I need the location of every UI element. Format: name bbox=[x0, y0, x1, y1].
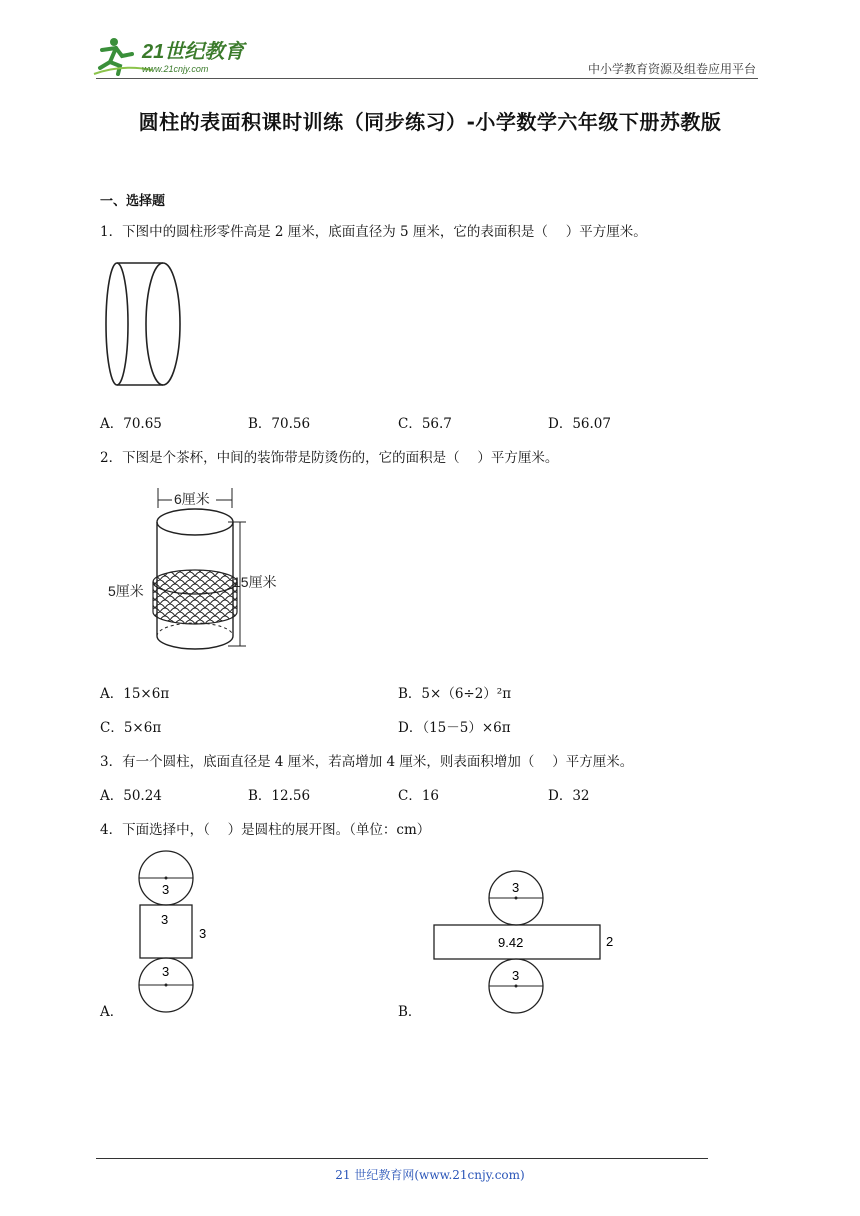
svg-text:3: 3 bbox=[161, 912, 169, 927]
svg-text:3: 3 bbox=[512, 968, 520, 983]
svg-text:3: 3 bbox=[512, 880, 520, 895]
q1-option-b[interactable]: B．70.56 bbox=[248, 416, 311, 432]
svg-text:9.42: 9.42 bbox=[498, 935, 524, 950]
q4-option-a[interactable]: A． bbox=[100, 1004, 124, 1020]
q3-option-d[interactable]: D．32 bbox=[548, 788, 590, 804]
footer-link[interactable]: 21 世纪教育网(www.21cnjy.com) bbox=[335, 1168, 525, 1182]
svg-text:3: 3 bbox=[162, 964, 170, 979]
q1-option-d[interactable]: D．56.07 bbox=[548, 416, 611, 432]
q2-option-c[interactable]: C．5×6π bbox=[100, 720, 162, 736]
svg-text:6厘米: 6厘米 bbox=[174, 491, 210, 507]
site-logo bbox=[92, 34, 262, 78]
question-2-figure bbox=[100, 484, 300, 668]
header-divider bbox=[96, 78, 758, 79]
svg-text:3: 3 bbox=[199, 926, 207, 941]
svg-text:www.21cnjy.com: www.21cnjy.com bbox=[142, 64, 209, 74]
page-title: 圆柱的表面积课时训练（同步练习）-小学数学六年级下册苏教版 bbox=[138, 110, 722, 134]
svg-text:21世纪教育: 21世纪教育 bbox=[142, 41, 245, 63]
question-2-stem: 2．下图是个茶杯，中间的装饰带是防烫伤的，它的面积是（ ）平方厘米。 bbox=[100, 450, 559, 466]
q2-option-b[interactable]: B．5×（6÷2）²π bbox=[398, 686, 512, 702]
q2-option-d[interactable]: D．（15－5）×6π bbox=[398, 720, 511, 736]
svg-text:15厘米: 15厘米 bbox=[233, 574, 277, 590]
footer-divider bbox=[96, 1158, 708, 1159]
question-1-figure bbox=[100, 256, 190, 400]
q4-figure-b bbox=[428, 870, 628, 1020]
q1-option-a[interactable]: A．70.65 bbox=[100, 416, 162, 432]
platform-tagline: 中小学教育资源及组卷应用平台 bbox=[587, 62, 756, 76]
q1-option-c[interactable]: C．56.7 bbox=[398, 416, 452, 432]
q3-option-c[interactable]: C．16 bbox=[398, 788, 440, 804]
q3-option-b[interactable]: B．12.56 bbox=[248, 788, 311, 804]
q4-figure-a bbox=[128, 848, 218, 1022]
svg-text:2: 2 bbox=[606, 934, 614, 949]
q4-option-b[interactable]: B． bbox=[398, 1004, 422, 1020]
question-3-stem: 3．有一个圆柱，底面直径是 4 厘米，若高增加 4 厘米，则表面积增加（ ）平方厘米。 bbox=[100, 754, 634, 770]
svg-text:5厘米: 5厘米 bbox=[108, 583, 144, 599]
q2-option-a[interactable]: A．15×6π bbox=[100, 686, 170, 702]
question-4-stem: 4．下面选择中，（ ）是圆柱的展开图。（单位：cm） bbox=[100, 822, 431, 838]
q3-option-a[interactable]: A．50.24 bbox=[100, 788, 162, 804]
section-heading: 一、选择题 bbox=[100, 194, 166, 209]
svg-text:3: 3 bbox=[162, 882, 170, 897]
question-1-stem: 1．下图中的圆柱形零件高是 2 厘米，底面直径为 5 厘米，它的表面积是（ ）平方厘米。 bbox=[100, 224, 647, 240]
